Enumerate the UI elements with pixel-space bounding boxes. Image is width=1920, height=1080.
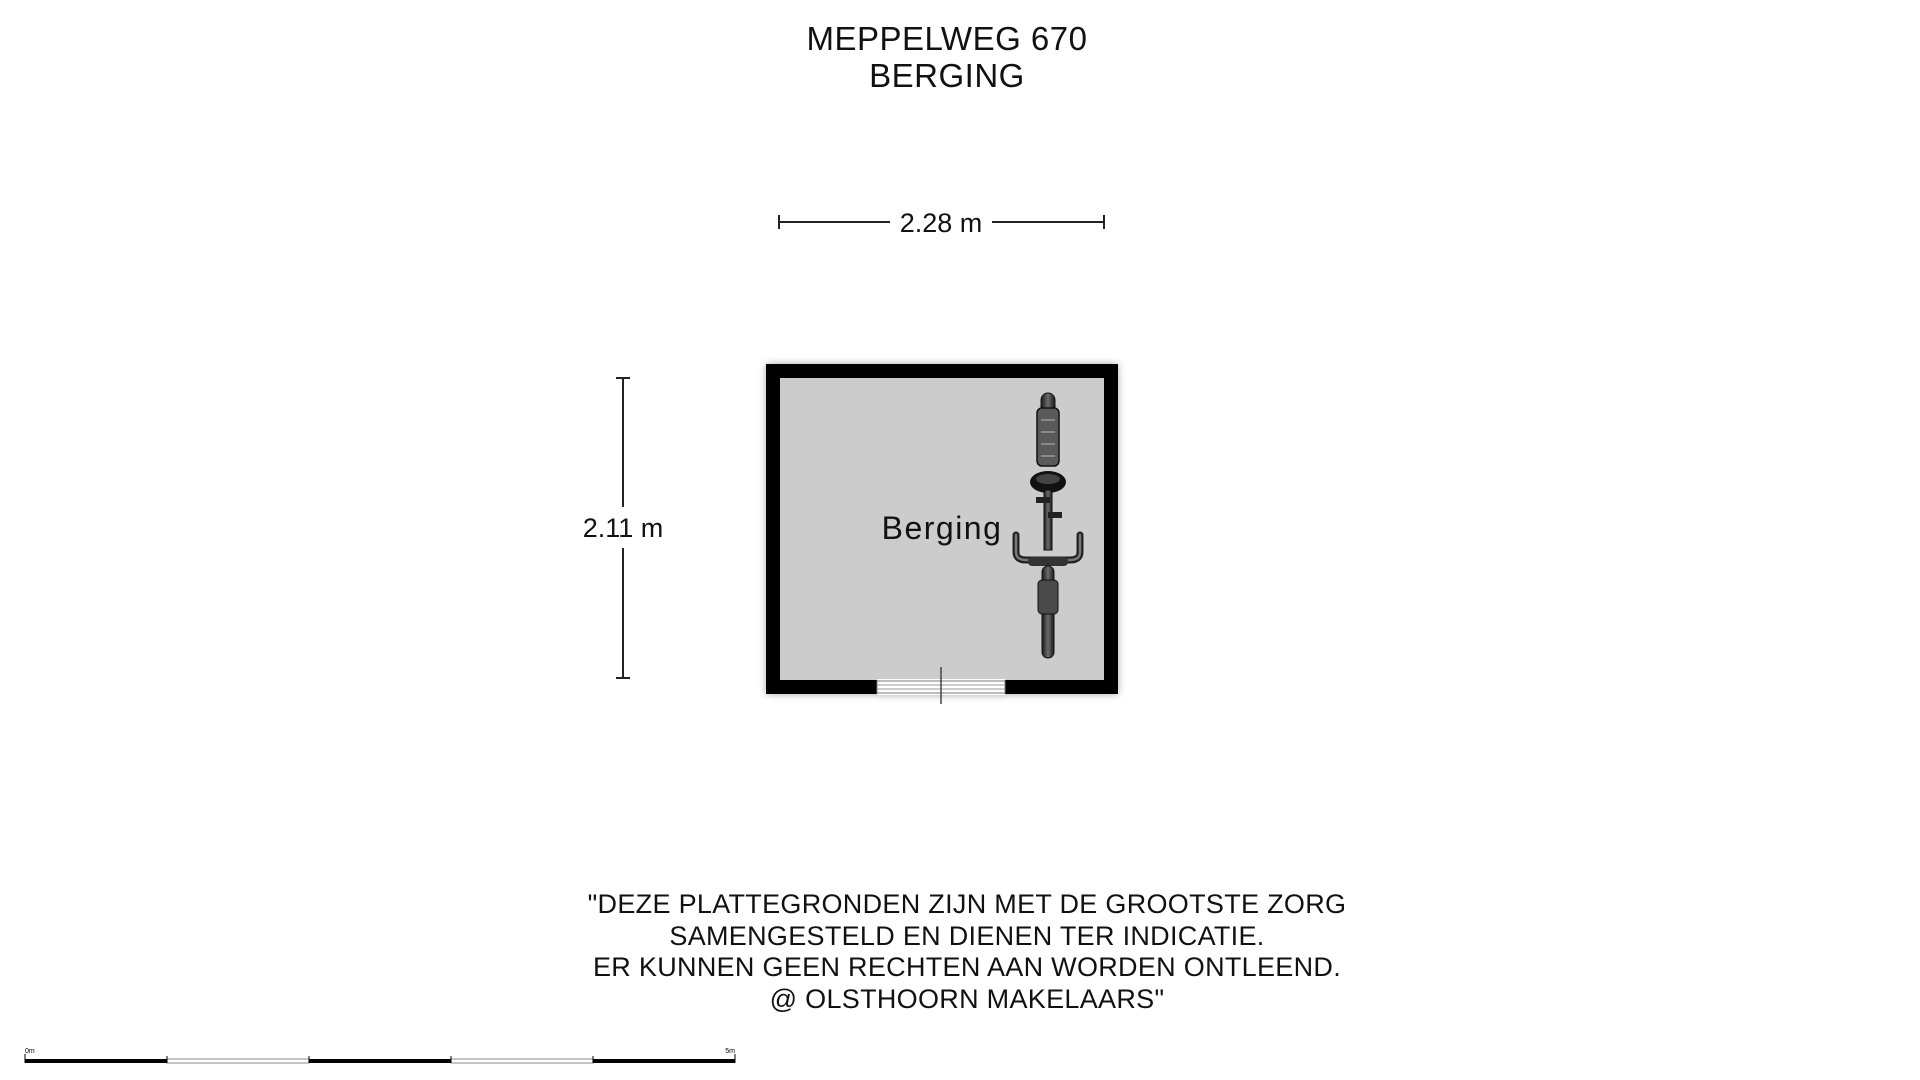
plan-title: MEPPELWEG 670	[806, 20, 1088, 57]
scale-end-label: 5m	[725, 1048, 735, 1055]
disclaimer-line: ER KUNNEN GEEN RECHTEN AAN WORDEN ONTLEEND.	[593, 952, 1341, 982]
disclaimer-line: SAMENGESTELD EN DIENEN TER INDICATIE.	[669, 920, 1265, 951]
width-dimension-label: 2.28 m	[899, 208, 983, 238]
disclaimer-line: "DEZE PLATTEGRONDEN ZIJN MET DE GROOTSTE ZORG	[587, 889, 1347, 919]
height-dimension	[583, 378, 664, 678]
plan-subtitle: BERGING	[869, 57, 1025, 94]
scale-start-label: 0m	[25, 1048, 35, 1055]
width-dimension	[779, 208, 1104, 238]
disclaimer	[0, 889, 1920, 1015]
room-label: Berging	[881, 510, 1003, 546]
height-dimension-label: 2.11 m	[582, 513, 664, 543]
disclaimer-line: @ OLSTHOORN MAKELAARS"	[769, 983, 1165, 1014]
